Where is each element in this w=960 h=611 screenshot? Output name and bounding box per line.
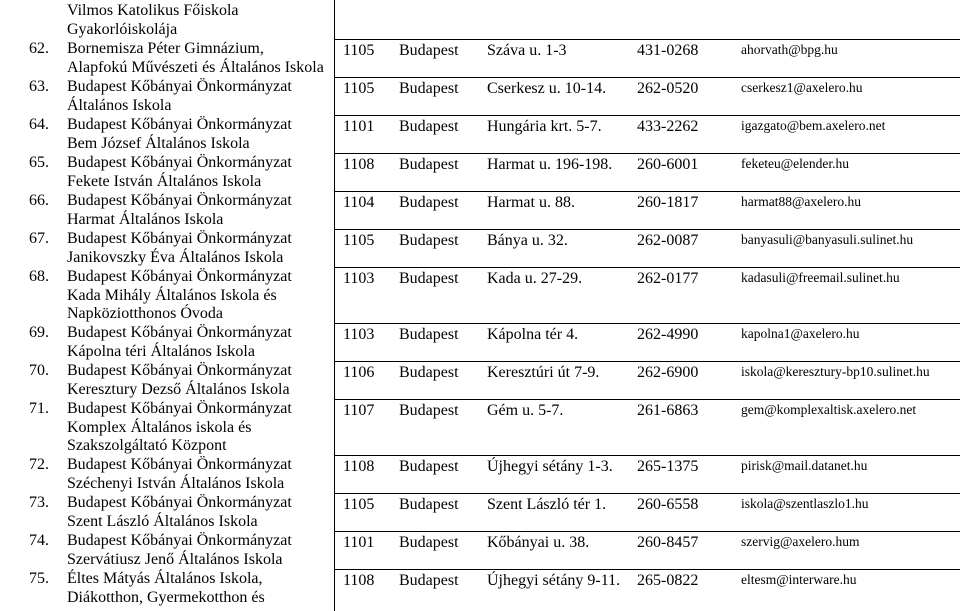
street-address: Kőbányai u. 38. xyxy=(487,534,590,551)
email-address: eltesm@interware.hu xyxy=(741,572,857,587)
email-address: gem@komplexaltisk.axelero.net xyxy=(741,402,917,417)
org-name-line: Komplex Általános iskola és xyxy=(67,418,252,436)
city: Budapest xyxy=(399,326,459,343)
email-address: igazgato@bem.axelero.net xyxy=(741,118,886,133)
phone-number: 265-0822 xyxy=(637,572,699,589)
continued-org-line: Vilmos Katolikus Főiskola xyxy=(67,2,239,19)
street-address: Hungária krt. 5-7. xyxy=(487,118,602,135)
org-name-line: Budapest Kőbányai Önkormányzat xyxy=(67,116,292,133)
email-address: kapolna1@axelero.hu xyxy=(741,326,860,341)
org-name-line: Budapest Kőbányai Önkormányzat xyxy=(67,324,292,341)
org-name-line: Általános Iskola xyxy=(67,96,172,114)
row-number: 69. xyxy=(29,324,49,341)
street-address: Kápolna tér 4. xyxy=(487,326,579,343)
org-name-line: Kápolna téri Általános Iskola xyxy=(67,342,255,360)
row-separator xyxy=(334,399,960,400)
phone-number: 260-6001 xyxy=(637,156,699,173)
org-name-line: Bornemisza Péter Gimnázium, xyxy=(67,40,264,57)
zip-code: 1105 xyxy=(343,232,375,249)
street-address: Keresztúri út 7-9. xyxy=(487,364,600,381)
street-address: Cserkesz u. 10-14. xyxy=(487,80,607,97)
zip-code: 1108 xyxy=(343,156,375,173)
org-name-line: Szent László Általános Iskola xyxy=(67,512,258,530)
city: Budapest xyxy=(399,232,459,249)
org-name-line: Napköziotthonos Óvoda xyxy=(67,305,223,322)
org-name-line: Budapest Kőbányai Önkormányzat xyxy=(67,400,292,417)
zip-code: 1105 xyxy=(343,42,375,59)
phone-number: 433-2262 xyxy=(637,118,699,135)
street-address: Harmat u. 196-198. xyxy=(487,156,613,173)
row-separator xyxy=(334,39,960,40)
row-number: 73. xyxy=(29,494,49,511)
org-name-line: Budapest Kőbányai Önkormányzat xyxy=(67,192,292,209)
street-address: Kada u. 27-29. xyxy=(487,270,583,287)
zip-code: 1103 xyxy=(343,270,375,287)
row-separator xyxy=(334,229,960,230)
row-number: 68. xyxy=(29,268,49,285)
row-separator xyxy=(334,361,960,362)
phone-number: 262-4990 xyxy=(637,326,699,343)
zip-code: 1105 xyxy=(343,496,375,513)
zip-code: 1106 xyxy=(343,364,375,381)
phone-number: 431-0268 xyxy=(637,42,699,59)
city: Budapest xyxy=(399,118,459,135)
city: Budapest xyxy=(399,80,459,97)
city: Budapest xyxy=(399,270,459,287)
phone-number: 262-0087 xyxy=(637,232,699,249)
street-address: Gém u. 5-7. xyxy=(487,402,564,419)
phone-number: 265-1375 xyxy=(637,458,699,475)
row-separator xyxy=(334,323,960,324)
zip-code: 1104 xyxy=(343,194,375,211)
row-separator xyxy=(334,531,960,532)
email-address: kadasuli@freemail.sulinet.hu xyxy=(741,270,900,285)
org-name-line: Szervátiusz Jenő Általános Iskola xyxy=(67,550,283,568)
zip-code: 1107 xyxy=(343,402,375,419)
row-separator xyxy=(334,493,960,494)
row-separator xyxy=(334,153,960,154)
org-name-line: Kada Mihály Általános Iskola és xyxy=(67,286,277,304)
street-address: Újhegyi sétány 1-3. xyxy=(487,458,613,475)
org-name-line: Fekete István Általános Iskola xyxy=(67,172,262,190)
org-name-line: Budapest Kőbányai Önkormányzat xyxy=(67,362,292,379)
city: Budapest xyxy=(399,42,459,59)
street-address: Újhegyi sétány 9-11. xyxy=(487,572,621,589)
phone-number: 262-6900 xyxy=(637,364,699,381)
email-address: cserkesz1@axelero.hu xyxy=(741,80,863,95)
email-address: banyasuli@banyasuli.sulinet.hu xyxy=(741,232,914,247)
org-name-line: Budapest Kőbányai Önkormányzat xyxy=(67,78,292,95)
street-address: Szent László tér 1. xyxy=(487,496,607,513)
phone-number: 261-6863 xyxy=(637,402,699,419)
column-divider xyxy=(334,0,335,611)
row-number: 71. xyxy=(29,400,49,417)
row-separator xyxy=(334,267,960,268)
org-name-line: Éltes Mátyás Általános Iskola, xyxy=(67,570,263,587)
city: Budapest xyxy=(399,534,459,551)
org-name-line: Budapest Kőbányai Önkormányzat xyxy=(67,494,292,511)
phone-number: 260-8457 xyxy=(637,534,699,551)
city: Budapest xyxy=(399,572,459,589)
city: Budapest xyxy=(399,496,459,513)
row-number: 64. xyxy=(29,116,49,133)
org-name-line: Alapfokú Művészeti és Általános Iskola xyxy=(67,58,324,76)
email-address: iskola@szentlaszlo1.hu xyxy=(741,496,869,511)
city: Budapest xyxy=(399,156,459,173)
row-number: 62. xyxy=(29,40,49,57)
phone-number: 260-6558 xyxy=(637,496,699,513)
row-number: 63. xyxy=(29,78,49,95)
row-number: 65. xyxy=(29,154,49,171)
row-number: 70. xyxy=(29,362,49,379)
phone-number: 262-0520 xyxy=(637,80,699,97)
zip-code: 1101 xyxy=(343,534,375,551)
zip-code: 1108 xyxy=(343,458,375,475)
email-address: szervig@axelero.hum xyxy=(741,534,860,549)
row-number: 67. xyxy=(29,230,49,247)
zip-code: 1108 xyxy=(343,572,375,589)
phone-number: 262-0177 xyxy=(637,270,699,287)
org-name-line: Széchenyi István Általános Iskola xyxy=(67,474,285,492)
zip-code: 1105 xyxy=(343,80,375,97)
org-name-line: Janikovszky Éva Általános Iskola xyxy=(67,248,284,266)
org-name-line: Szakszolgáltató Központ xyxy=(67,437,227,454)
city: Budapest xyxy=(399,364,459,381)
org-name-line: Budapest Kőbányai Önkormányzat xyxy=(67,268,292,285)
row-number: 75. xyxy=(29,570,49,587)
org-name-line: Budapest Kőbányai Önkormányzat xyxy=(67,456,292,473)
email-address: harmat88@axelero.hu xyxy=(741,194,862,209)
org-name-line: Keresztury Dezső Általános Iskola xyxy=(67,380,290,398)
org-name-line: Budapest Kőbányai Önkormányzat xyxy=(67,532,292,549)
row-number: 74. xyxy=(29,532,49,549)
org-name-line: Harmat Általános Iskola xyxy=(67,210,224,228)
city: Budapest xyxy=(399,458,459,475)
org-name-line: Budapest Kőbányai Önkormányzat xyxy=(67,230,292,247)
zip-code: 1101 xyxy=(343,118,375,135)
continued-org-line: Gyakorlóiskolája xyxy=(67,21,178,38)
org-name-line: Bem József Általános Iskola xyxy=(67,134,250,152)
email-address: ahorvath@bpg.hu xyxy=(741,42,838,57)
email-address: feketeu@elender.hu xyxy=(741,156,850,171)
org-name-line: Diákotthon, Gyermekotthon és xyxy=(67,588,265,606)
city: Budapest xyxy=(399,194,459,211)
row-separator xyxy=(334,115,960,116)
row-separator xyxy=(334,455,960,456)
zip-code: 1103 xyxy=(343,326,375,343)
street-address: Száva u. 1-3 xyxy=(487,42,567,59)
email-address: iskola@keresztury-bp10.sulinet.hu xyxy=(741,364,930,379)
row-separator xyxy=(334,569,960,570)
row-number: 66. xyxy=(29,192,49,209)
street-address: Harmat u. 88. xyxy=(487,194,575,211)
org-name-line: Budapest Kőbányai Önkormányzat xyxy=(67,154,292,171)
row-separator xyxy=(334,77,960,78)
row-number: 72. xyxy=(29,456,49,473)
city: Budapest xyxy=(399,402,459,419)
row-separator xyxy=(334,191,960,192)
email-address: pirisk@mail.datanet.hu xyxy=(741,458,868,473)
phone-number: 260-1817 xyxy=(637,194,699,211)
street-address: Bánya u. 32. xyxy=(487,232,568,249)
